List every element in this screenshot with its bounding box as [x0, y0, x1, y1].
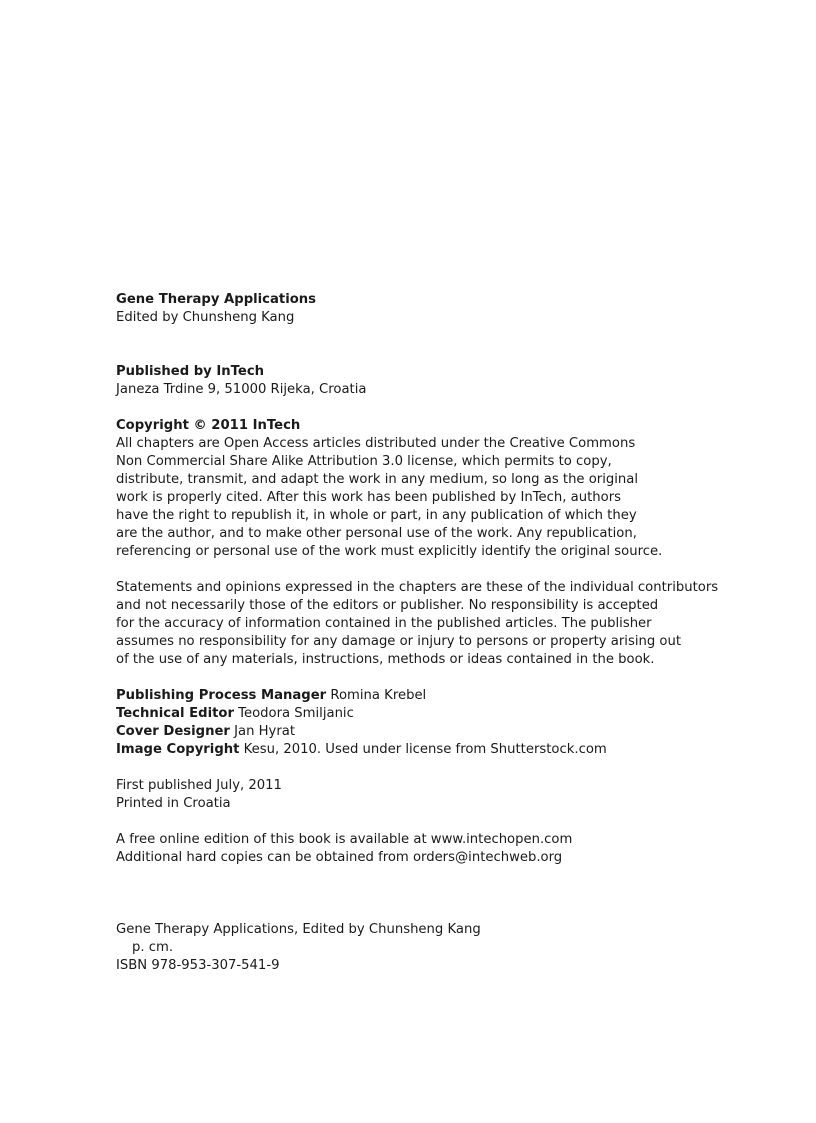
credit-value: Jan Hyrat — [229, 724, 296, 739]
copyright-line: referencing or personal use of the work must explicitly identify the original source. — [116, 544, 663, 559]
publisher-heading: Published by InTech — [116, 364, 265, 379]
hard-copies-note: Additional hard copies can be obtained from orders@intechweb.org — [116, 850, 563, 865]
book-title: Gene Therapy Applications — [116, 292, 317, 307]
disclaimer-line: Statements and opinions expressed in the chapters are these of the individual contributors — [116, 580, 719, 595]
copyright-line: work is properly cited. After this work has been published by InTech, authors — [116, 490, 621, 505]
copyright-line: All chapters are Open Access articles distributed under the Creative Commons — [116, 436, 636, 451]
catalog-citation: Gene Therapy Applications, Edited by Chunsheng Kang — [116, 922, 481, 937]
credit-role: Image Copyright — [116, 742, 240, 757]
credit-value: Kesu, 2010. Used under license from Shutterstock.com — [239, 742, 607, 757]
disclaimer-line: for the accuracy of information contained in the published articles. The publisher — [116, 616, 652, 631]
catalog-pages: p. cm. — [132, 940, 174, 955]
publisher-address: Janeza Trdine 9, 51000 Rijeka, Croatia — [116, 382, 367, 397]
catalog-isbn: ISBN 978-953-307-541-9 — [116, 958, 280, 973]
credit-image-copyright — [116, 741, 756, 759]
disclaimer-text — [116, 579, 756, 669]
book-editor: Edited by Chunsheng Kang — [116, 310, 295, 325]
credit-value: Romina Krebel — [326, 688, 427, 703]
copyright-line: have the right to republish it, in whole or part, in any publication of which they — [116, 508, 637, 523]
online-edition-note: A free online edition of this book is available at www.intechopen.com — [116, 832, 573, 847]
copyright-text — [116, 435, 756, 561]
credit-role: Cover Designer — [116, 724, 230, 739]
disclaimer-line: of the use of any materials, instructions, methods or ideas contained in the book. — [116, 652, 655, 667]
credit-value: Teodora Smiljanic — [233, 706, 354, 721]
disclaimer-line: assumes no responsibility for any damage or injury to persons or property arising out — [116, 634, 682, 649]
copyright-line: Non Commercial Share Alike Attribution 3.0 license, which permits to copy, — [116, 454, 612, 469]
printed-in: Printed in Croatia — [116, 796, 231, 811]
copyright-line: are the author, and to make other personal use of the work. Any republication, — [116, 526, 637, 541]
credit-role: Publishing Process Manager — [116, 688, 327, 703]
credit-role: Technical Editor — [116, 706, 234, 721]
copyright-heading: Copyright © 2011 InTech — [116, 418, 301, 433]
copyright-line: distribute, transmit, and adapt the work in any medium, so long as the original — [116, 472, 639, 487]
copyright-page — [116, 291, 756, 975]
first-published: First published July, 2011 — [116, 778, 282, 793]
disclaimer-line: and not necessarily those of the editors or publisher. No responsibility is accepted — [116, 598, 659, 613]
credit-process-manager — [116, 687, 756, 705]
credit-technical-editor — [116, 705, 756, 723]
credit-cover-designer — [116, 723, 756, 741]
credits-list — [116, 687, 756, 759]
